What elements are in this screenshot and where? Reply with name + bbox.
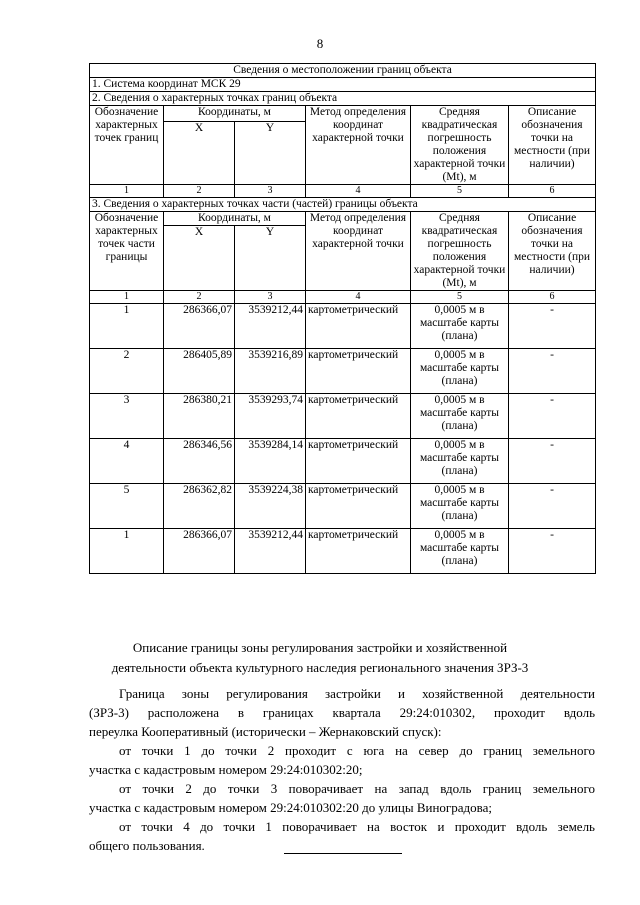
col-number: 1 — [90, 291, 164, 304]
heading-line: деятельности объекта культурного наследия регионального значения ЗРЗ-3 — [111, 660, 529, 675]
description-value: - — [509, 394, 596, 439]
boundary-table — [89, 63, 596, 574]
col-number: 4 — [306, 291, 411, 304]
x-value: 286362,82 — [164, 484, 235, 529]
table-row — [90, 439, 596, 484]
header-y: Y — [235, 122, 306, 185]
method-value: картометрический — [306, 394, 411, 439]
text-line: от точки 2 до точки 3 поворачивает на запад вдоль границ земельного — [119, 781, 595, 796]
header-method: Метод определения координат характерной точки — [306, 106, 411, 185]
header-error: Средняя квадратическая погрешность положения характерной точки (Mt), м — [411, 106, 509, 185]
col-number: 5 — [411, 291, 509, 304]
x-value: 286366,07 — [164, 529, 235, 574]
col-number: 1 — [90, 185, 164, 198]
header-x: X — [164, 122, 235, 185]
x-value: 286380,21 — [164, 394, 235, 439]
point-id: 4 — [90, 439, 164, 484]
y-value: 3539216,89 — [235, 349, 306, 394]
description-value: - — [509, 439, 596, 484]
col-number: 3 — [235, 291, 306, 304]
x-value: 286346,56 — [164, 439, 235, 484]
point-id: 1 — [90, 529, 164, 574]
table-row — [90, 484, 596, 529]
text-line: общего пользования. — [89, 838, 205, 853]
header-description: Описание обозначения точки на местности (при наличии) — [509, 106, 596, 185]
text-line: от точки 4 до точки 1 поворачивает на восток и проходит вдоль земель — [119, 819, 595, 834]
error-value: 0,0005 м в масштабе карты (плана) — [411, 349, 509, 394]
header-part-coordinates: Координаты, м — [164, 212, 306, 226]
paragraph-segment-4-1 — [89, 817, 595, 855]
col-number: 6 — [509, 291, 596, 304]
point-id: 3 — [90, 394, 164, 439]
section-part-points: 3. Сведения о характерных точках части (частей) границы объекта — [90, 198, 596, 212]
header-part-point-label: Обозначение характерных точек части границы — [90, 212, 164, 291]
header-part-method: Метод определения координат характерной точки — [306, 212, 411, 291]
col-number: 6 — [509, 185, 596, 198]
error-value: 0,0005 м в масштабе карты (плана) — [411, 439, 509, 484]
section-heading — [0, 638, 640, 678]
description-value: - — [509, 349, 596, 394]
error-value: 0,0005 м в масштабе карты (плана) — [411, 394, 509, 439]
x-value: 286405,89 — [164, 349, 235, 394]
section-coordinate-system: 1. Система координат МСК 29 — [90, 78, 596, 92]
text-line: переулка Кооперативный (исторически – Жернаковский спуск): — [89, 724, 442, 739]
method-value: картометрический — [306, 529, 411, 574]
heading-line: Описание границы зоны регулирования застройки и хозяйственной — [132, 640, 508, 655]
table-row — [90, 394, 596, 439]
point-id: 1 — [90, 304, 164, 349]
error-value: 0,0005 м в масштабе карты (плана) — [411, 484, 509, 529]
description-value: - — [509, 304, 596, 349]
point-id: 5 — [90, 484, 164, 529]
page-number: 8 — [316, 36, 324, 51]
table-title: Сведения о местоположении границ объекта — [90, 64, 596, 78]
paragraph-segment-2-3 — [89, 779, 595, 817]
paragraph-intro — [89, 684, 595, 741]
description-value: - — [509, 484, 596, 529]
col-number: 4 — [306, 185, 411, 198]
point-id: 2 — [90, 349, 164, 394]
method-value: картометрический — [306, 484, 411, 529]
header-part-error: Средняя квадратическая погрешность положения характерной точки (Mt), м — [411, 212, 509, 291]
header-part-x: X — [164, 226, 235, 291]
paragraph-segment-1-2 — [89, 741, 595, 779]
section-boundary-points: 2. Сведения о характерных точках границ объекта — [90, 92, 596, 106]
header-point-label: Обозначение характерных точек границ — [90, 106, 164, 185]
table-row — [90, 349, 596, 394]
y-value: 3539284,14 — [235, 439, 306, 484]
table-row — [90, 529, 596, 574]
header-coordinates: Координаты, м — [164, 106, 306, 122]
y-value: 3539293,74 — [235, 394, 306, 439]
text-line: от точки 1 до точки 2 проходит с юга на север до границ земельного — [119, 743, 595, 758]
method-value: картометрический — [306, 349, 411, 394]
y-value: 3539224,38 — [235, 484, 306, 529]
col-number: 2 — [164, 291, 235, 304]
x-value: 286366,07 — [164, 304, 235, 349]
closing-rule — [284, 853, 402, 854]
header-part-y: Y — [235, 226, 306, 291]
text-line: Граница зоны регулирования застройки и хозяйственной деятельности — [119, 686, 595, 701]
table-row — [90, 304, 596, 349]
y-value: 3539212,44 — [235, 304, 306, 349]
y-value: 3539212,44 — [235, 529, 306, 574]
text-line: (ЗРЗ-3) расположена в границах квартала 29:24:010302, проходит вдоль — [89, 705, 595, 720]
col-number: 3 — [235, 185, 306, 198]
method-value: картометрический — [306, 304, 411, 349]
header-part-description: Описание обозначения точки на местности (при наличии) — [509, 212, 596, 291]
text-line: участка с кадастровым номером 29:24:010302:20 до улицы Виноградова; — [89, 800, 492, 815]
error-value: 0,0005 м в масштабе карты (плана) — [411, 304, 509, 349]
method-value: картометрический — [306, 439, 411, 484]
col-number: 5 — [411, 185, 509, 198]
description-value: - — [509, 529, 596, 574]
error-value: 0,0005 м в масштабе карты (плана) — [411, 529, 509, 574]
col-number: 2 — [164, 185, 235, 198]
text-line: участка с кадастровым номером 29:24:010302:20; — [89, 762, 363, 777]
